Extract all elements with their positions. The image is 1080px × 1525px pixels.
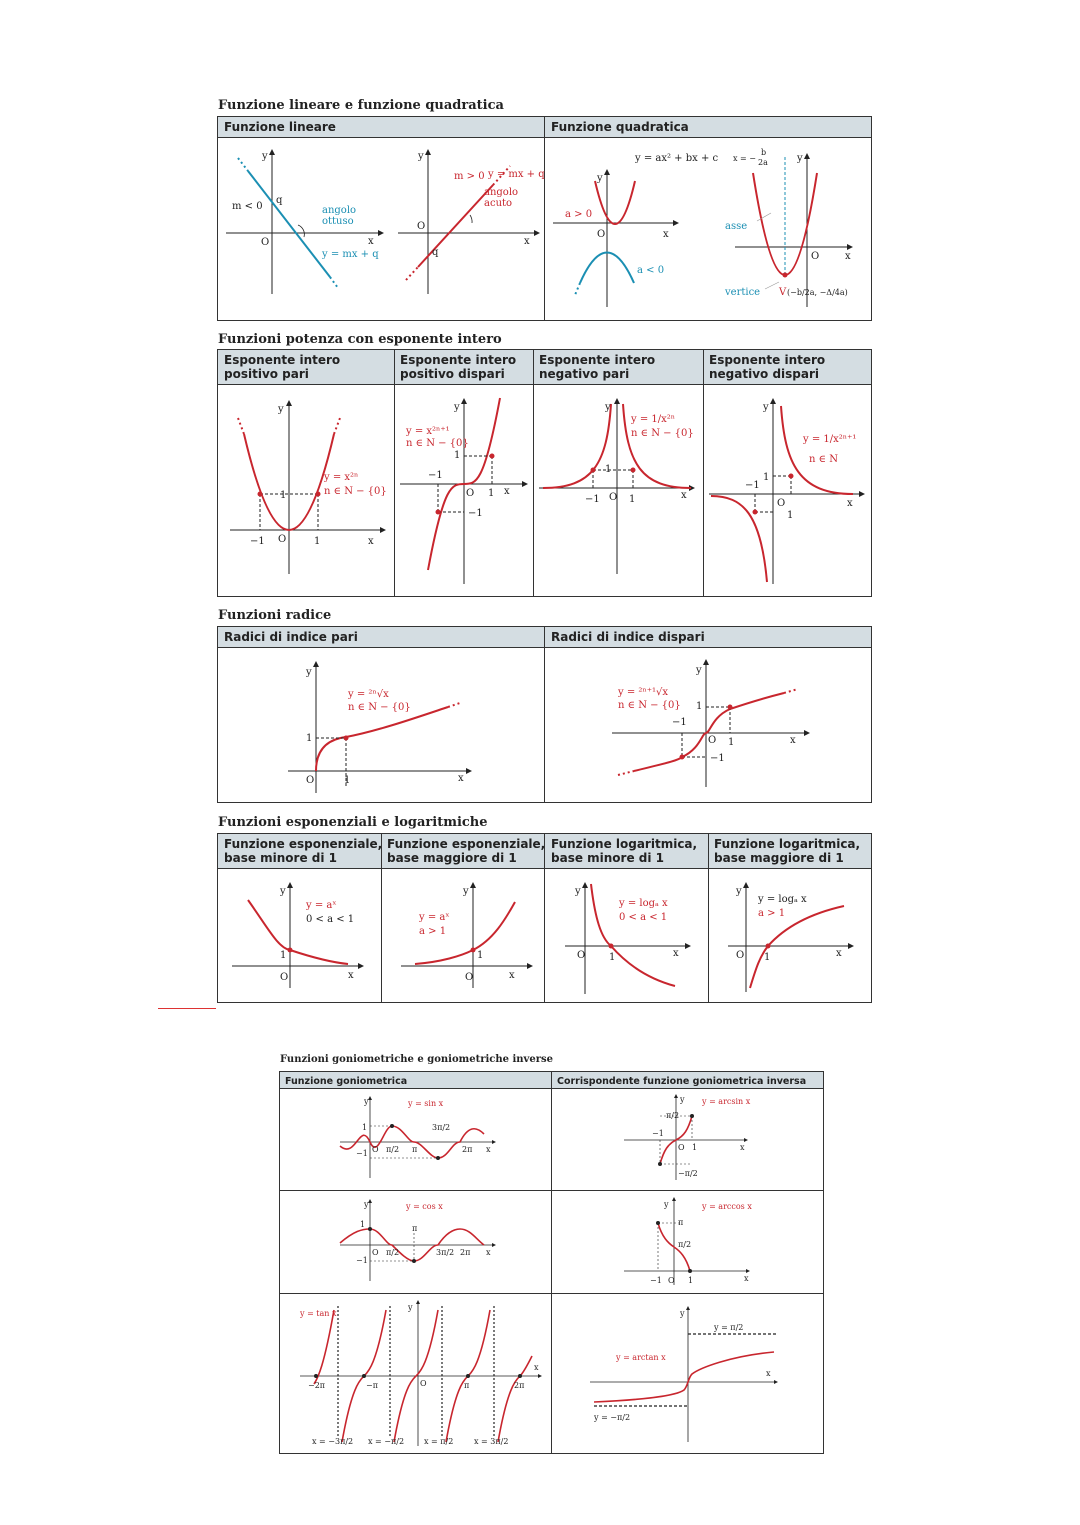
- label-origin: O: [811, 251, 820, 262]
- plot-power-pos-even: [218, 384, 394, 596]
- svg-text:x: x: [486, 1145, 491, 1154]
- svg-text:−1: −1: [745, 480, 760, 491]
- svg-text:1: 1: [362, 1123, 368, 1132]
- plot-sin: [320, 1090, 520, 1188]
- svg-text:O: O: [372, 1248, 379, 1257]
- label-x: x: [663, 229, 669, 240]
- svg-text:1: 1: [454, 450, 461, 461]
- svg-text:−π: −π: [366, 1381, 378, 1390]
- svg-text:1: 1: [728, 737, 735, 748]
- header-neg-pari: Esponente intero negativo pari: [539, 353, 656, 381]
- header-esp-maggiore: Funzione esponenziale, base maggiore di 1: [387, 837, 546, 865]
- label-y: y: [262, 151, 268, 162]
- svg-text:y: y: [364, 1097, 369, 1106]
- svg-text:0 < a < 1: 0 < a < 1: [306, 914, 355, 925]
- plot-linear-positive: [388, 137, 544, 320]
- svg-text:π: π: [464, 1381, 470, 1390]
- svg-text:x: x: [766, 1369, 771, 1378]
- svg-text:π/2: π/2: [678, 1240, 692, 1249]
- svg-text:−1: −1: [652, 1129, 664, 1138]
- label-m: m < 0: [232, 201, 263, 212]
- svg-text:−2π: −2π: [308, 1381, 326, 1390]
- svg-text:y: y: [408, 1303, 413, 1312]
- svg-text:x: x: [836, 948, 842, 959]
- svg-text:y: y: [736, 886, 742, 897]
- svg-text:O: O: [777, 498, 786, 509]
- label-angle2: acuto: [484, 198, 513, 209]
- svg-text:x: x: [458, 773, 464, 784]
- svg-text:π: π: [412, 1224, 418, 1233]
- svg-text:O: O: [577, 950, 586, 961]
- svg-text:O: O: [609, 492, 618, 503]
- svg-text:y = aˣ: y = aˣ: [306, 900, 337, 911]
- svg-text:x: x: [790, 735, 796, 746]
- label-eq: y = mx + q: [322, 249, 379, 260]
- plot-power-pos-odd: [394, 384, 534, 596]
- plot-power-neg-odd: [703, 384, 873, 596]
- label-vertice: vertice: [725, 287, 761, 298]
- plot-arcsin: [610, 1090, 810, 1188]
- plot-exp-base-lt1: [218, 868, 381, 1002]
- svg-text:x: x: [509, 970, 515, 981]
- svg-text:O: O: [278, 534, 287, 545]
- svg-text:y = x²ⁿ⁺¹: y = x²ⁿ⁺¹: [406, 426, 450, 437]
- header-radici-pari: Radici di indice pari: [224, 630, 358, 644]
- label-v: V: [779, 287, 787, 298]
- header-gonio-inverse: Corrispondente funzione goniometrica inversa: [557, 1076, 807, 1087]
- svg-text:1: 1: [280, 490, 287, 501]
- svg-text:2π: 2π: [514, 1381, 525, 1390]
- svg-text:0 < a < 1: 0 < a < 1: [619, 912, 668, 923]
- label-y: y: [797, 153, 803, 164]
- svg-text:x: x: [744, 1274, 749, 1283]
- label-v-coords: (−b/2a, −Δ/4a): [787, 288, 848, 297]
- svg-text:O: O: [280, 972, 289, 983]
- svg-text:x: x: [847, 498, 853, 509]
- svg-text:y: y: [763, 402, 769, 413]
- section-title-lineare-quadratica: Funzione lineare e funzione quadratica: [218, 98, 504, 113]
- svg-text:y: y: [680, 1095, 685, 1104]
- plot-arctan: [560, 1296, 820, 1454]
- svg-text:1: 1: [609, 952, 616, 963]
- header-log-minore: Funzione logaritmica, base minore di 1: [551, 837, 698, 865]
- svg-text:y = aˣ: y = aˣ: [419, 912, 450, 923]
- plot-quadratic-vertex: [705, 137, 871, 320]
- svg-text:π/2: π/2: [666, 1111, 680, 1120]
- svg-text:y: y: [463, 886, 469, 897]
- header-gonio: Funzione goniometrica: [285, 1076, 408, 1087]
- plot-root-even: [278, 647, 498, 802]
- svg-text:−1: −1: [650, 1276, 662, 1285]
- svg-text:1: 1: [763, 472, 770, 483]
- header-funzione-lineare: Funzione lineare: [224, 120, 336, 134]
- label-origin: O: [597, 229, 606, 240]
- label-axis-frac-d: 2a: [758, 158, 768, 167]
- svg-text:n ∈ N − {0}: n ∈ N − {0}: [324, 486, 387, 497]
- svg-text:y = 1/x²ⁿ: y = 1/x²ⁿ: [631, 414, 676, 425]
- svg-text:O: O: [736, 950, 745, 961]
- plot-power-neg-even: [533, 384, 703, 596]
- svg-text:n ∈ N − {0}: n ∈ N − {0}: [631, 428, 694, 439]
- svg-text:−1: −1: [585, 494, 600, 505]
- table-potenza: [217, 349, 872, 597]
- svg-text:y = sin x: y = sin x: [408, 1099, 444, 1108]
- svg-text:y = cos x: y = cos x: [406, 1202, 443, 1211]
- label-q: q: [276, 195, 283, 206]
- svg-text:O: O: [306, 775, 315, 786]
- header-radici-dispari: Radici di indice dispari: [551, 630, 705, 644]
- label-apos: a > 0: [565, 209, 593, 220]
- svg-text:1: 1: [764, 952, 771, 963]
- svg-text:1: 1: [344, 775, 351, 786]
- red-rule: [158, 1008, 216, 1009]
- header-pos-dispari: Esponente intero positivo dispari: [400, 353, 517, 381]
- svg-text:−1: −1: [250, 536, 265, 547]
- svg-text:y: y: [664, 1200, 669, 1209]
- svg-text:y = x²ⁿ: y = x²ⁿ: [324, 472, 359, 483]
- svg-text:n ∈ N − {0}: n ∈ N − {0}: [348, 702, 411, 713]
- svg-text:1: 1: [605, 464, 612, 475]
- svg-text:π/2: π/2: [386, 1145, 400, 1154]
- svg-text:2π: 2π: [460, 1248, 471, 1257]
- svg-text:y: y: [454, 402, 460, 413]
- header-funzione-quadratica: Funzione quadratica: [551, 120, 689, 134]
- header-esp-minore: Funzione esponenziale, base minore di 1: [224, 837, 383, 865]
- svg-text:n ∈ N − {0}: n ∈ N − {0}: [406, 438, 469, 449]
- svg-text:x = −π/2: x = −π/2: [368, 1437, 405, 1446]
- svg-text:−1: −1: [356, 1149, 368, 1158]
- label-axis-frac-n: b: [761, 148, 767, 157]
- svg-text:n ∈ N − {0}: n ∈ N − {0}: [618, 700, 681, 711]
- svg-text:y = −π/2: y = −π/2: [594, 1413, 631, 1422]
- svg-text:a > 1: a > 1: [758, 908, 786, 919]
- svg-text:y = arcsin x: y = arcsin x: [702, 1097, 751, 1106]
- table-lineare-quadratica: [217, 116, 872, 321]
- svg-text:x: x: [368, 536, 374, 547]
- plot-root-odd: [608, 647, 828, 802]
- table-esp-log: [217, 833, 872, 1003]
- svg-text:1: 1: [306, 733, 313, 744]
- svg-text:1: 1: [360, 1220, 366, 1229]
- svg-text:1: 1: [787, 510, 794, 521]
- svg-text:y = ²ⁿ⁺¹√x: y = ²ⁿ⁺¹√x: [618, 687, 669, 698]
- svg-text:x: x: [486, 1248, 491, 1257]
- svg-text:1: 1: [688, 1276, 694, 1285]
- label-x: x: [524, 236, 530, 247]
- svg-text:O: O: [668, 1276, 675, 1285]
- svg-text:O: O: [420, 1379, 427, 1388]
- svg-text:−1: −1: [356, 1256, 368, 1265]
- svg-text:x: x: [348, 970, 354, 981]
- svg-text:a > 1: a > 1: [419, 926, 447, 937]
- svg-text:1: 1: [696, 701, 703, 712]
- svg-text:1: 1: [692, 1143, 698, 1152]
- table-gonio: [279, 1071, 824, 1454]
- svg-text:y: y: [605, 402, 611, 413]
- svg-text:n ∈ N: n ∈ N: [809, 454, 838, 465]
- svg-text:π/2: π/2: [386, 1248, 400, 1257]
- svg-text:1: 1: [314, 536, 321, 547]
- svg-text:x = −3π/2: x = −3π/2: [312, 1437, 354, 1446]
- svg-text:x: x: [740, 1143, 745, 1152]
- label-angle2: ottuso: [322, 216, 354, 227]
- label-axis-eq: x = −: [733, 154, 757, 163]
- label-angle: angolo: [484, 187, 519, 198]
- svg-text:O: O: [678, 1143, 685, 1152]
- svg-text:y = arccos x: y = arccos x: [702, 1202, 752, 1211]
- svg-text:y = logₐ x: y = logₐ x: [758, 894, 807, 905]
- svg-text:x: x: [673, 948, 679, 959]
- svg-text:y: y: [364, 1200, 369, 1209]
- plot-log-base-lt1: [545, 868, 708, 1002]
- label-eq: y = mx + q: [488, 169, 545, 180]
- label-origin: O: [417, 221, 426, 232]
- svg-text:x: x: [681, 490, 687, 501]
- svg-text:x = 3π/2: x = 3π/2: [474, 1437, 509, 1446]
- svg-text:−1: −1: [672, 717, 687, 728]
- svg-text:y = logₐ x: y = logₐ x: [619, 898, 668, 909]
- svg-text:y: y: [278, 404, 284, 415]
- svg-text:y = 1/x²ⁿ⁺¹: y = 1/x²ⁿ⁺¹: [803, 434, 857, 445]
- label-y: y: [597, 173, 603, 184]
- label-x: x: [845, 251, 851, 262]
- plot-linear-negative: [218, 137, 388, 320]
- header-neg-dispari: Esponente intero negativo dispari: [709, 353, 826, 381]
- svg-text:y = arctan x: y = arctan x: [616, 1353, 666, 1362]
- label-m: m > 0: [454, 171, 485, 182]
- svg-text:x: x: [534, 1363, 539, 1372]
- svg-text:O: O: [372, 1145, 379, 1154]
- svg-text:O: O: [466, 488, 475, 499]
- svg-text:y = tan x: y = tan x: [300, 1309, 337, 1318]
- header-pos-pari: Esponente intero positivo pari: [224, 353, 341, 381]
- label-asse: asse: [725, 221, 748, 232]
- svg-text:1: 1: [280, 950, 287, 961]
- svg-text:−π/2: −π/2: [678, 1169, 698, 1178]
- svg-text:y: y: [696, 665, 702, 676]
- svg-text:3π/2: 3π/2: [432, 1123, 451, 1132]
- svg-text:y = ²ⁿ√x: y = ²ⁿ√x: [348, 689, 389, 700]
- svg-text:−1: −1: [468, 508, 483, 519]
- svg-text:y: y: [280, 886, 286, 897]
- svg-text:1: 1: [629, 494, 636, 505]
- svg-text:y: y: [575, 886, 581, 897]
- svg-text:−1: −1: [710, 753, 725, 764]
- label-origin: O: [261, 237, 270, 248]
- section-title-potenza: Funzioni potenza con esponente intero: [218, 332, 502, 347]
- svg-text:Funzioni goniometriche e gonio: Funzioni goniometriche e goniometriche inverse: [280, 1054, 553, 1065]
- plot-quadratic-sign: [545, 137, 719, 320]
- label-q: q: [432, 247, 439, 258]
- label-eq: y = ax² + bx + c: [635, 153, 719, 164]
- section-title-gonio: [280, 1050, 580, 1066]
- svg-text:y: y: [680, 1309, 685, 1318]
- svg-text:O: O: [465, 972, 474, 983]
- label-aneg: a < 0: [637, 265, 665, 276]
- label-angle: angolo: [322, 205, 357, 216]
- svg-text:x: x: [504, 486, 510, 497]
- svg-text:1: 1: [477, 950, 484, 961]
- plot-arccos: [610, 1193, 810, 1291]
- table-radice: [217, 626, 872, 803]
- plot-cos: [320, 1193, 520, 1291]
- svg-text:y: y: [306, 667, 312, 678]
- svg-text:O: O: [708, 735, 717, 746]
- svg-text:y = π/2: y = π/2: [714, 1323, 744, 1332]
- label-x: x: [368, 236, 374, 247]
- plot-tan: [290, 1296, 550, 1454]
- svg-text:π: π: [412, 1145, 418, 1154]
- section-title-radice: Funzioni radice: [218, 608, 332, 623]
- svg-text:−1: −1: [428, 470, 443, 481]
- svg-text:x = π/2: x = π/2: [424, 1437, 454, 1446]
- plot-exp-base-gt1: [381, 868, 544, 1002]
- header-log-maggiore: Funzione logaritmica, base maggiore di 1: [714, 837, 861, 865]
- svg-text:1: 1: [488, 488, 495, 499]
- plot-log-base-gt1: [708, 868, 871, 1002]
- svg-text:2π: 2π: [462, 1145, 473, 1154]
- section-title-esp-log: Funzioni esponenziali e logaritmiche: [218, 815, 488, 830]
- svg-text:3π/2: 3π/2: [436, 1248, 455, 1257]
- svg-text:π: π: [678, 1218, 684, 1227]
- label-y: y: [418, 151, 424, 162]
